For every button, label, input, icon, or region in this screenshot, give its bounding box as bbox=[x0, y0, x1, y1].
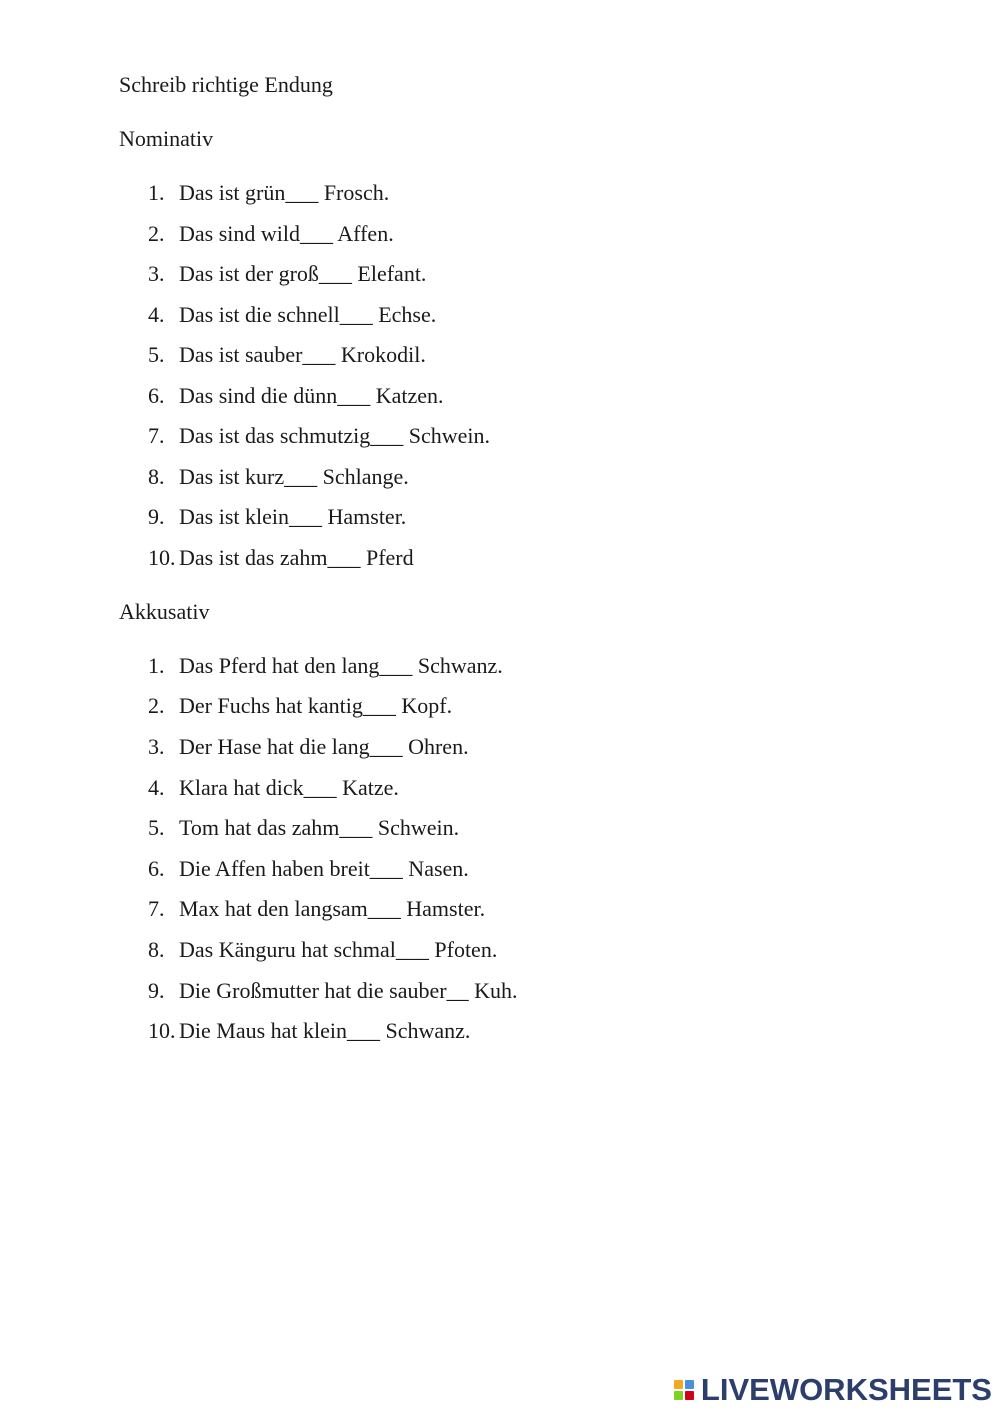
item-number: 8. bbox=[148, 464, 165, 489]
item-text: Das sind die dünn___ Katzen. bbox=[179, 383, 444, 408]
item-number: 3. bbox=[148, 734, 165, 759]
item-number: 10. bbox=[148, 1018, 176, 1043]
item-number: 2. bbox=[148, 221, 165, 246]
logo-block bbox=[685, 1380, 694, 1389]
item-text: Klara hat dick___ Katze. bbox=[179, 775, 399, 800]
item-number: 10. bbox=[148, 545, 176, 570]
logo-block bbox=[674, 1380, 683, 1389]
item-text: Das ist grün___ Frosch. bbox=[179, 180, 390, 205]
item-text: Die Affen haben breit___ Nasen. bbox=[179, 856, 469, 881]
logo-block bbox=[685, 1391, 694, 1400]
item-number: 7. bbox=[148, 896, 165, 921]
item-number: 5. bbox=[148, 342, 165, 367]
item-text: Der Hase hat die lang___ Ohren. bbox=[179, 734, 469, 759]
item-text: Das ist klein___ Hamster. bbox=[179, 504, 407, 529]
item-text: Der Fuchs hat kantig___ Kopf. bbox=[179, 693, 453, 718]
logo-block bbox=[674, 1391, 683, 1400]
item-text: Das ist die schnell___ Echse. bbox=[179, 302, 437, 327]
item-number: 5. bbox=[148, 815, 165, 840]
section-heading-akkusativ: Akkusativ bbox=[119, 599, 210, 624]
item-text: Das ist kurz___ Schlange. bbox=[179, 464, 409, 489]
logo-blocks-icon bbox=[674, 1380, 694, 1400]
liveworksheets-logo bbox=[674, 1373, 992, 1407]
section-heading-nominativ: Nominativ bbox=[119, 126, 214, 151]
item-number: 7. bbox=[148, 423, 165, 448]
item-text: Die Großmutter hat die sauber__ Kuh. bbox=[179, 978, 518, 1003]
item-number: 6. bbox=[148, 383, 165, 408]
item-number: 4. bbox=[148, 775, 165, 800]
item-number: 9. bbox=[148, 978, 165, 1003]
item-number: 6. bbox=[148, 856, 165, 881]
item-text: Das ist der groß___ Elefant. bbox=[179, 261, 427, 286]
item-text: Max hat den langsam___ Hamster. bbox=[179, 896, 486, 921]
worksheet-title: Schreib richtige Endung bbox=[119, 72, 333, 97]
item-text: Das Pferd hat den lang___ Schwanz. bbox=[179, 653, 503, 678]
item-text: Das sind wild___ Affen. bbox=[179, 221, 394, 246]
item-text: Das Känguru hat schmal___ Pfoten. bbox=[179, 937, 498, 962]
item-text: Das ist sauber___ Krokodil. bbox=[179, 342, 426, 367]
item-text: Tom hat das zahm___ Schwein. bbox=[179, 815, 460, 840]
item-number: 8. bbox=[148, 937, 165, 962]
item-number: 2. bbox=[148, 693, 165, 718]
item-text: Das ist das zahm___ Pferd bbox=[179, 545, 414, 570]
logo-text: LIVEWORKSHEETS bbox=[700, 1372, 992, 1407]
item-text: Das ist das schmutzig___ Schwein. bbox=[179, 423, 491, 448]
item-number: 9. bbox=[148, 504, 165, 529]
item-text: Die Maus hat klein___ Schwanz. bbox=[179, 1018, 471, 1043]
item-number: 1. bbox=[148, 653, 165, 678]
item-number: 1. bbox=[148, 180, 165, 205]
item-number: 4. bbox=[148, 302, 165, 327]
item-number: 3. bbox=[148, 261, 165, 286]
